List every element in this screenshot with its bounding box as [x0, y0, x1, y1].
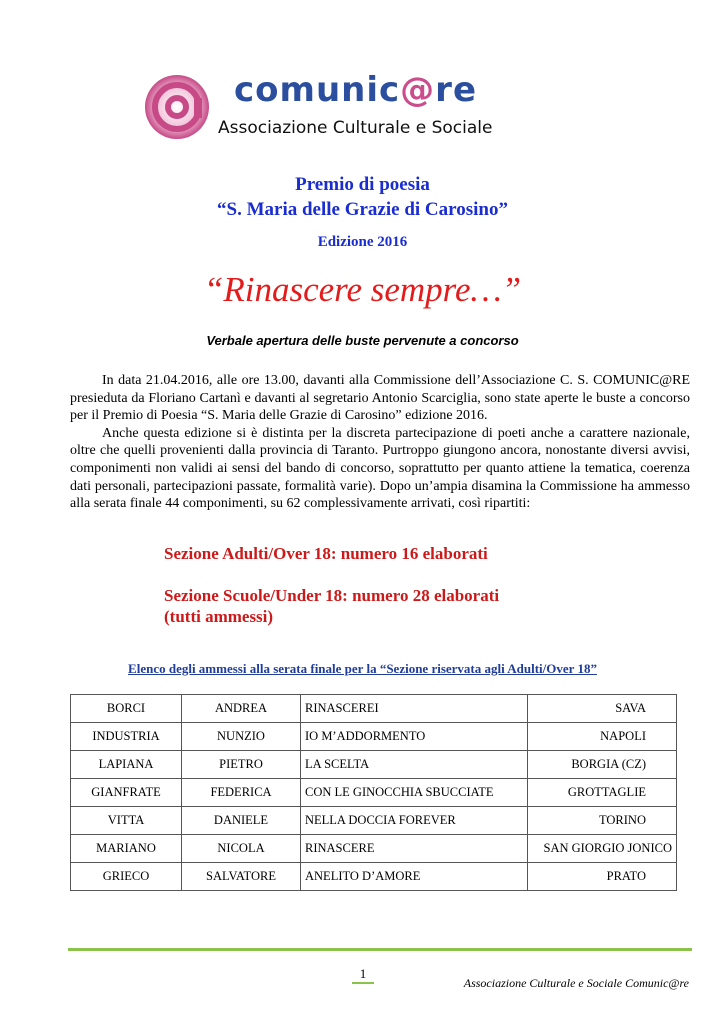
cell-surname: GIANFRATE: [71, 779, 182, 807]
section-schools: Sezione Scuole/Under 18: numero 28 elaborati (tutti ammessi): [164, 586, 500, 626]
footer-divider: [68, 948, 692, 951]
brand-subtitle: Associazione Culturale e Sociale: [218, 118, 493, 138]
cell-title: CON LE GINOCCHIA SBUCCIATE: [301, 779, 528, 807]
report-body: [70, 372, 690, 513]
cell-surname: VITTA: [71, 807, 182, 835]
cell-name: SALVATORE: [182, 863, 301, 891]
cell-surname: LAPIANA: [71, 751, 182, 779]
list-title: Elenco degli ammessi alla serata finale per la “Sezione riservata agli Adulti/Over 18”: [128, 661, 597, 676]
cell-title: ANELITO D’AMORE: [301, 863, 528, 891]
cell-name: FEDERICA: [182, 779, 301, 807]
cell-title: NELLA DOCCIA FOREVER: [301, 807, 528, 835]
cell-city: NAPOLI: [528, 723, 677, 751]
cell-name: NICOLA: [182, 835, 301, 863]
theme-title: “Rinascere sempre…”: [203, 270, 522, 309]
cell-city: TORINO: [528, 807, 677, 835]
cell-city: SAN GIORGIO JONICO: [528, 835, 677, 863]
paragraph-1: In data 21.04.2016, alle ore 13.00, davanti alla Commissione dell’Associazione C. S. COMUNIC@RE presieduta da Floriano Cartanì e davanti al segretario Antonio Scarciglia, sono state aperte le buste a concorso per il Premio di Poesia “S. Maria delle Grazie di Carosino” edizione 2016.: [70, 373, 690, 424]
edition-label: Edizione 2016: [317, 234, 408, 250]
table-row: [71, 751, 677, 779]
logo: [144, 68, 544, 144]
table-row: [71, 835, 677, 863]
table-row: [71, 723, 677, 751]
cell-city: SAVA: [528, 695, 677, 723]
section-adults: Sezione Adulti/Over 18: numero 16 elaborati: [164, 544, 488, 563]
table-row: [71, 695, 677, 723]
table-row: [71, 779, 677, 807]
cell-city: PRATO: [528, 863, 677, 891]
brand-wordmark: comunic@re: [234, 70, 477, 110]
admitted-table: [70, 694, 677, 891]
cell-city: GROTTAGLIE: [528, 779, 677, 807]
cell-name: ANDREA: [182, 695, 301, 723]
prize-title: Premio di poesia: [295, 174, 430, 195]
cell-title: IO M’ADDORMENTO: [301, 723, 528, 751]
footer-org: Associazione Culturale e Sociale Comunic@re: [463, 976, 689, 990]
cell-title: LA SCELTA: [301, 751, 528, 779]
cell-name: PIETRO: [182, 751, 301, 779]
cell-surname: GRIECO: [71, 863, 182, 891]
cell-name: DANIELE: [182, 807, 301, 835]
paragraph-2: Anche questa edizione si è distinta per la discreta partecipazione di poeti anche a carattere nazionale, oltre che quelli provenienti dalla provincia di Taranto. Purtroppo giungono ancora, nonostante diversi avvisi, componimenti non validi ai sensi del bando di concorso, soprattutto per quanto attiene la tematica, coerenza dati personali, partecipazioni passate, formalità varie). Dopo un’ampia disamina la Commissione ha ammesso alla serata finale 44 componimenti, su 62 complessivamente arrivati, così ripartiti:: [70, 425, 690, 512]
cell-surname: BORCI: [71, 695, 182, 723]
prize-subtitle: “S. Maria delle Grazie di Carosino”: [217, 199, 508, 220]
cell-name: NUNZIO: [182, 723, 301, 751]
at-logo-icon: [144, 74, 210, 140]
table-row: [71, 863, 677, 891]
cell-title: RINASCEREI: [301, 695, 528, 723]
cell-city: BORGIA (CZ): [528, 751, 677, 779]
cell-surname: INDUSTRIA: [71, 723, 182, 751]
page-number: 1: [352, 966, 374, 984]
cell-surname: MARIANO: [71, 835, 182, 863]
table-row: [71, 807, 677, 835]
cell-title: RINASCERE: [301, 835, 528, 863]
report-title: Verbale apertura delle buste pervenute a concorso: [206, 333, 519, 348]
